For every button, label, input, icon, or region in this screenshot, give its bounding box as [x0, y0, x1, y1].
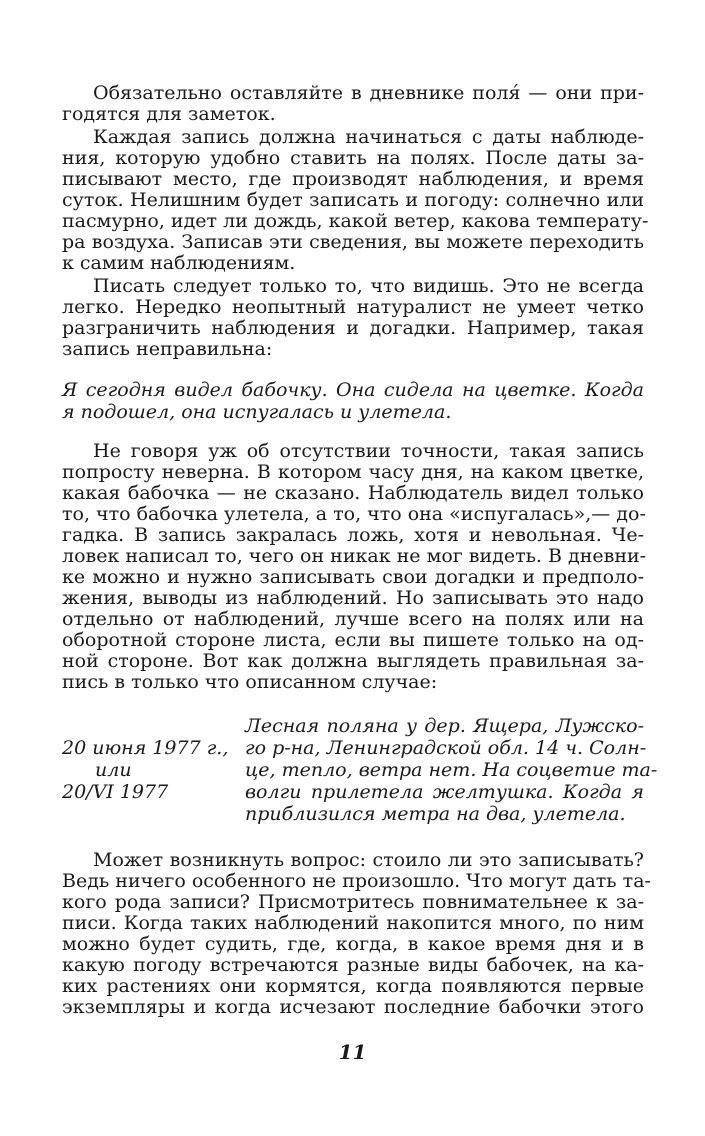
- italic-example-line: Я сегодня видел бабочку. Она сидела на цветке. Когда: [62, 379, 644, 401]
- text-line: пись в только что описанном случае:: [62, 671, 438, 693]
- text-line: писывают место, где производят наблюдения, и время: [62, 168, 644, 190]
- text-line: Может возникнуть вопрос: стоило ли это записывать?: [93, 849, 644, 871]
- text-line: кого рода записи? Присмотритесь повнимательнее к за-: [62, 891, 644, 913]
- italic-example-line: я подошел, она испугалась и улетела.: [62, 401, 452, 423]
- text-line: Писать следует только то, что видишь. Это не всегда: [93, 275, 644, 297]
- text-line: попросту неверна. В котором часу дня, на каком цветке,: [62, 461, 644, 483]
- text-line: годятся для заметок.: [62, 103, 276, 125]
- text-line: экземпляры и когда исчезают последние бабочки этого: [62, 996, 644, 1018]
- text-line: суток. Нелишним будет записать и погоду: солнечно или: [62, 189, 644, 211]
- text-line: ра воздуха. Записав эти сведения, вы можете переходить: [62, 231, 644, 253]
- example-entry-line: Лесная поляна у дер. Ящера, Лужско-: [245, 715, 644, 737]
- text-line: писи. Когда таких наблюдений накопится много, по ним: [62, 912, 644, 934]
- text-line: какая бабочка — не сказано. Наблюдатель видел только: [62, 482, 644, 504]
- example-entry-line: приблизился метра на два, улетела.: [245, 803, 626, 825]
- text-line: отдельно от наблюдений, лучше всего на полях или на: [62, 608, 644, 630]
- page-number: 11: [338, 1040, 367, 1064]
- text-line: Обязательно оставляйте в дневнике поля́ — они при-: [93, 82, 644, 104]
- text-line: можно будет судить, где, когда, в какое время дня и в: [62, 933, 644, 955]
- text-line: к самим наблюдениям.: [62, 252, 296, 274]
- text-line: разграничить наблюдения и догадки. Например, такая: [62, 317, 644, 339]
- text-line: запись неправильна:: [62, 338, 273, 360]
- example-date-short: 20/VI 1977: [62, 781, 169, 803]
- text-line: Ведь ничего особенного не произошло. Что могут дать та-: [62, 870, 651, 892]
- text-line: оборотной стороне листа, если вы пишете только на од-: [62, 629, 644, 651]
- text-line: то, что бабочка улетела, а то, что она «испугалась»,— до-: [62, 503, 646, 525]
- text-line: ке можно и нужно записывать свои догадки и предполо-: [62, 566, 644, 588]
- example-entry-line: це, тепло, ветра нет. На соцветие та-: [245, 759, 658, 781]
- text-line: гадка. В запись закралась ложь, хотя и невольная. Че-: [62, 524, 644, 546]
- text-line: ной стороне. Вот как должна выглядеть правильная за-: [62, 650, 644, 672]
- text-line: легко. Нередко неопытный натуралист не умеет четко: [62, 296, 644, 318]
- text-line: ловек написал то, чего он никак не мог видеть. В дневни-: [62, 545, 647, 567]
- example-entry-line: го р-на, Ленинградской обл. 14 ч. Солн-: [245, 737, 647, 759]
- text-line: ния, которую удобно ставить на полях. После даты за-: [62, 147, 644, 169]
- text-line: ких растениях они кормятся, когда появляются первые: [62, 975, 644, 997]
- text-line: жения, выводы из наблюдений. Но записывать это надо: [62, 587, 644, 609]
- text-line: Каждая запись должна начинаться с даты наблюде-: [93, 126, 644, 148]
- example-entry-line: волги прилетела желтушка. Когда я: [245, 781, 644, 803]
- text-line: пасмурно, идет ли дождь, какой ветер, какова температу-: [62, 210, 649, 232]
- example-date: 20 июня 1977 г.,: [62, 737, 229, 759]
- text-line: какую погоду встречаются разные виды бабочек, на ка-: [62, 954, 644, 976]
- example-date-or: или: [95, 759, 132, 781]
- text-line: Не говоря уж об отсутствии точности, такая запись: [93, 440, 644, 462]
